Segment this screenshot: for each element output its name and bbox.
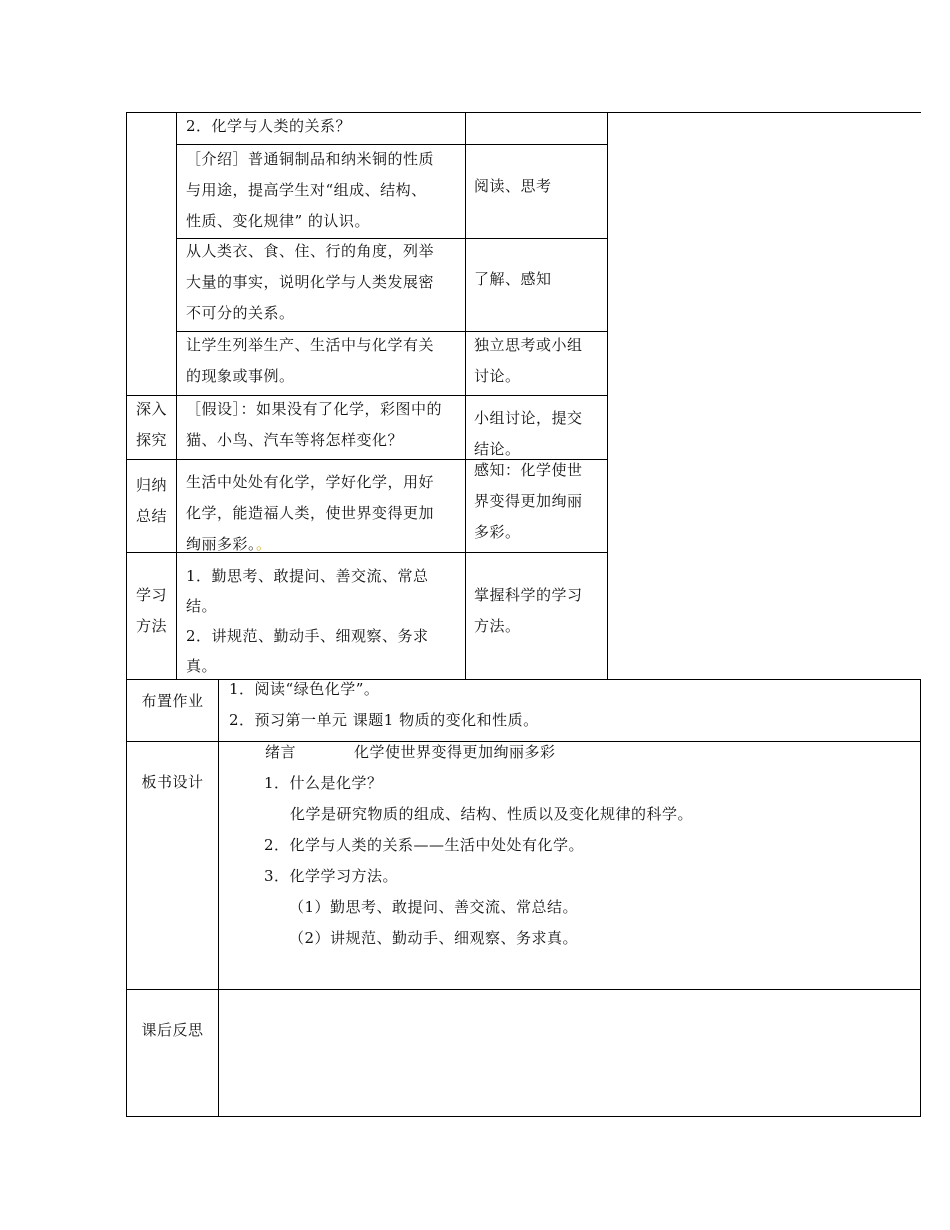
activity-line: 阅读、思考: [474, 177, 552, 195]
upper-row-6-label: [127, 470, 176, 532]
content-line: 性质、变化规律” 的认识。: [186, 212, 370, 230]
stray-mark: 。: [256, 535, 272, 553]
content-line: 1．勤思考、敢提问、善交流、常总: [186, 567, 429, 585]
board-design-heading-left: 绪言: [265, 743, 297, 761]
activity-line: 界变得更加绚丽: [474, 492, 583, 510]
board-design-subline: （2）讲规范、勤动手、细观察、务求真。: [289, 929, 579, 947]
board-design-definition: 化学是研究物质的组成、结构、性质以及变化规律的科学。: [290, 805, 694, 823]
upper-row-6-content: [186, 467, 461, 560]
label-line: 深入: [135, 400, 167, 418]
content-line: 的现象或事例。: [186, 367, 295, 385]
content-line: 与用途，提高学生对“组成、结构、: [186, 181, 427, 199]
board-design-heading-right: 化学使世界变得更加绚丽多彩: [354, 743, 556, 761]
lower-row-divider: [126, 989, 921, 990]
board-design-label: 板书设计: [141, 773, 204, 791]
upper-row-5-content: [186, 394, 461, 456]
board-design-line: 2．化学与人类的关系——生活中处处有化学。: [264, 836, 585, 854]
content-line: 生活中处处有化学，学好化学，用好: [186, 473, 435, 491]
upper-row-7-activity: [474, 580, 604, 642]
upper-row-7-label: [127, 580, 176, 642]
board-design-line: 3．化学学习方法。: [264, 867, 399, 885]
board-design-subline: （1）勤思考、敢提问、善交流、常总结。: [289, 898, 579, 916]
upper-row-6-activity: [474, 455, 604, 548]
content-line: 让学生列举生产、生活中与化学有关: [186, 336, 435, 354]
homework-list: [229, 674, 909, 736]
lower-table-bottom-border: [126, 1116, 921, 1117]
content-line: ［假设］：如果没有了化学，彩图中的: [186, 400, 443, 418]
label-line: 归纳: [135, 476, 167, 494]
upper-row-3-activity: [474, 264, 604, 295]
upper-row-3-content: [186, 236, 461, 329]
homework-label: 布置作业: [141, 692, 204, 710]
board-design-line: 1．什么是化学？: [264, 774, 383, 792]
content-line: 化学，能造福人类，使世界变得更加: [186, 504, 435, 522]
content-line: 2．讲规范、勤动手、细观察、务求: [186, 627, 429, 645]
content-line: [186, 529, 461, 560]
lower-table-left-border: [126, 679, 127, 1117]
homework-item: 2．预习第一单元 课题1 物质的变化和性质。: [229, 711, 539, 729]
upper-row-4-activity: [474, 330, 604, 392]
column-divider: [176, 112, 177, 679]
activity-line: 结论。: [474, 440, 521, 458]
lower-column-divider: [218, 679, 219, 1117]
upper-row-5-label: [127, 394, 176, 456]
activity-line: 感知：化学使世: [474, 461, 583, 479]
content-text: 绚丽多彩。: [186, 535, 257, 553]
activity-line: 了解、感知: [474, 270, 552, 288]
upper-row-2-activity: [474, 171, 604, 202]
content-line: 结。: [186, 597, 218, 615]
activity-line: 方法。: [474, 617, 521, 635]
activity-line: 独立思考或小组: [474, 336, 583, 354]
label-line: 方法: [135, 617, 167, 635]
activity-line: 小组讨论，提交: [474, 409, 583, 427]
content-line: 从人类衣、食、住、行的角度，列举: [186, 242, 435, 260]
activity-line: 讨论。: [474, 367, 521, 385]
column-divider: [607, 112, 608, 679]
content-line: 真。: [186, 657, 218, 675]
label-line: 学习: [135, 586, 167, 604]
content-line: 大量的事实，说明化学与人类发展密: [186, 273, 435, 291]
content-line: ［介绍］普通铜制品和纳米铜的性质: [186, 150, 435, 168]
upper-row-7-content: [186, 561, 461, 681]
content-line: 猫、小鸟、汽车等将怎样变化？: [186, 431, 404, 449]
upper-row-1-content: [186, 111, 461, 142]
activity-line: 掌握科学的学习: [474, 586, 583, 604]
column-divider: [465, 112, 466, 679]
upper-row-4-content: [186, 330, 461, 392]
label-line: 总结: [135, 507, 167, 525]
activity-line: 多彩。: [474, 523, 521, 541]
content-line: 2．化学与人类的关系？: [186, 117, 352, 135]
lower-table-right-border: [920, 679, 921, 1117]
reflection-label: 课后反思: [141, 1021, 204, 1039]
label-line: 探究: [135, 431, 167, 449]
content-line: 不可分的关系。: [186, 304, 295, 322]
homework-item: 1．阅读“绿色化学”。: [229, 680, 380, 698]
upper-row-2-content: [186, 144, 461, 237]
